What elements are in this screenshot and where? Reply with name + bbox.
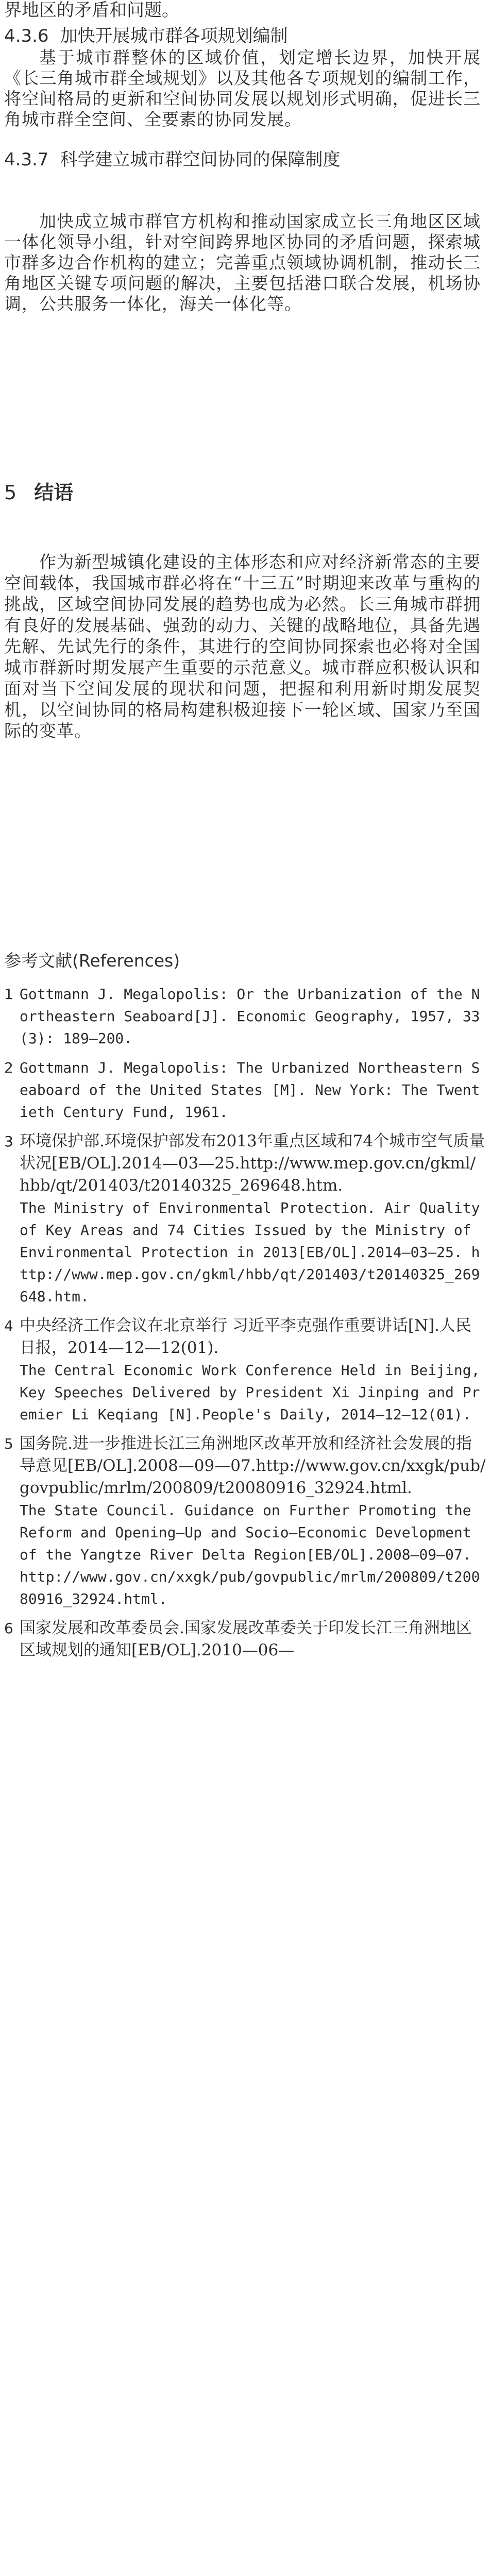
reference-chinese: 国务院.进一步推进长江三角洲地区改革开放和经济社会发展的指导意见[EB/OL].2008—09—07.http://www.gov.cn/xxgk/pub/govpublic/mrlm/200809/t20080916_32924.html. — [20, 1434, 486, 1497]
reference-item — [4, 1130, 486, 1308]
section-number: 4.3.7 — [4, 149, 49, 170]
reference-list — [4, 983, 486, 1669]
paragraph-fragment: 界地区的矛盾和问题。 — [4, 0, 179, 21]
reference-chinese: 环境保护部.环境保护部发布2013年重点区域和74个城市空气质量状况[EB/OL].2014—03—25.http://www.mep.gov.cn/gkml/hbb/qt/201403/t20140325_269648.htm. — [20, 1132, 485, 1195]
reference-number: 1 — [4, 986, 13, 1003]
reference-item — [4, 1057, 486, 1123]
reference-chinese: 中央经济工作会议在北京举行 习近平李克强作重要讲话[N].人民日报，2014—12—12(01). — [20, 1316, 472, 1357]
section-number: 5 — [4, 481, 17, 504]
section-paragraph: 基于城市群整体的区域价值，划定增长边界，加快开展《长三角城市群全域规划》以及其他各专项规划的编制工作，将空间格局的更新和空间协同发展以规划形式明确，促进长三角城市群全空间、全要素的协同发展。 — [4, 47, 481, 129]
reference-number: 5 — [4, 1435, 13, 1452]
section-paragraph: 加快成立城市群官方机构和推动国家成立长三角地区区域一体化领导小组，针对空间跨界地区协同的矛盾问题，探索城市群多边合作机构的建立；完善重点领域协调机制，推动长三角地区关键专项问题的解决，主要包括港口联合发展，机场协调，公共服务一体化，海关一体化等。 — [4, 211, 481, 314]
reference-item — [4, 983, 486, 1049]
section-heading-5 — [4, 481, 73, 504]
reference-item — [4, 1617, 486, 1662]
reference-english: The State Council. Guidance on Further Promoting the Reform and Opening—Up and Socio—Economic Development of the Yangtze River Delta Region[EB/OL].2008—09—07. http://www.gov.cn/xxgk/pub/govpublic/mrlm/200809/t20080916_32924.html. — [20, 1502, 480, 1607]
section-heading-4-3-6 — [4, 26, 483, 46]
reference-english: The Central Economic Work Conference Held in Beijing, Key Speeches Delivered by President Xi Jinping and Premier Li Keqiang [N].People's Daily, 2014—12—12(01). — [20, 1362, 480, 1423]
reference-item — [4, 1315, 486, 1426]
reference-english: Gottmann J. Megalopolis: The Urbanized Northeastern Seaboard of the United States [M]. New York: The Twentieth Century Fund, 1961. — [20, 1059, 480, 1121]
reference-chinese: 国家发展和改革委员会.国家发展改革委关于印发长江三角洲地区区域规划的通知[EB/OL].2010—06— — [20, 1619, 472, 1659]
reference-number: 4 — [4, 1317, 13, 1334]
conclusion-paragraph: 作为新型城镇化建设的主体形态和应对经济新常态的主要空间载体，我国城市群必将在“十三五”时期迎来改革与重构的挑战，区域空间协同发展的趋势也成为必然。长三角城市群拥有良好的发展基础、强劲的动力、关键的战略地位，具备先遇先解、先试先行的条件，其进行的空间协同探索也必将对全国城市群新时期发展产生重要的示范意义。城市群应积极认识和面对当下空间发展的现状和问题，把握和利用新时期发展契机，以空间协同的格局构建积极迎接下一轮区域、国家乃至国际的变革。 — [4, 552, 481, 741]
section-number: 4.3.6 — [4, 26, 49, 46]
section-title: 科学建立城市群空间协同的保障制度 — [60, 149, 341, 170]
references-heading: 参考文献(References) — [4, 951, 180, 971]
section-title: 加快开展城市群各项规划编制 — [60, 26, 288, 46]
reference-number: 3 — [4, 1133, 13, 1150]
reference-number: 6 — [4, 1620, 13, 1637]
section-title: 结语 — [34, 481, 74, 504]
reference-item — [4, 1433, 486, 1610]
reference-english: Gottmann J. Megalopolis: Or the Urbanization of the Northeastern Seaboard[J]. Economic Geography, 1957, 33(3): 189—200. — [20, 986, 480, 1047]
section-heading-4-3-7 — [4, 149, 483, 170]
reference-english: The Ministry of Environmental Protection. Air Quality of Key Areas and 74 Cities Issued by the Ministry of Environmental Protection in 2013[EB/OL].2014—03—25. http://www.mep.gov.cn/gkml/hbb/qt/201403/t20140325_269648.htm. — [20, 1199, 480, 1305]
reference-number: 2 — [4, 1059, 13, 1076]
